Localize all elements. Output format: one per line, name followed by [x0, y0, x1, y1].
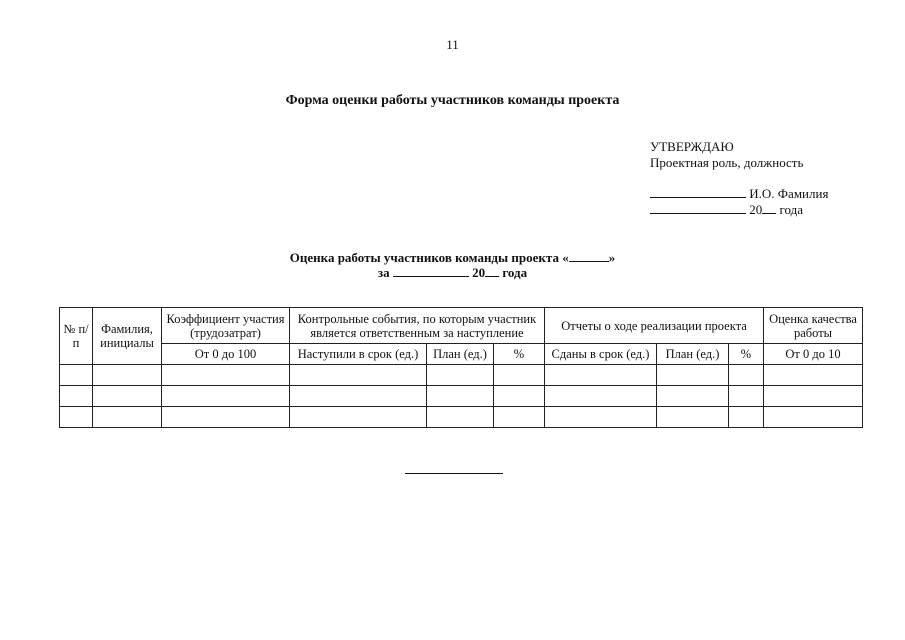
- page-number: 11: [446, 37, 459, 52]
- project-name-blank: [569, 251, 609, 262]
- subtitle-project-prefix: Оценка работы участников команды проекта «: [289, 250, 569, 265]
- table-cell[interactable]: [60, 386, 93, 407]
- signature-name: И.О. Фамилия: [749, 186, 829, 201]
- table-cell[interactable]: [729, 407, 764, 428]
- table-cell[interactable]: [657, 365, 729, 386]
- evaluation-table: [59, 307, 863, 428]
- period-blank: [393, 266, 469, 277]
- table-cell[interactable]: [162, 386, 290, 407]
- table-cell[interactable]: [764, 386, 863, 407]
- closing-rule: [405, 473, 503, 474]
- table-cell[interactable]: [657, 386, 729, 407]
- subheader-reports-plan: План (ед.): [657, 344, 729, 365]
- date-blank: [650, 203, 746, 214]
- table-cell[interactable]: [93, 365, 162, 386]
- subheader-coef-range: От 0 до 100: [162, 344, 290, 365]
- table-cell[interactable]: [729, 365, 764, 386]
- page-title: Форма оценки работы участников команды проекта: [285, 93, 620, 108]
- header-quality: Оценка качества работы: [764, 308, 863, 344]
- subheader-quality-range: От 0 до 10: [764, 344, 863, 365]
- header-name: Фамилия, инициалы: [93, 308, 162, 365]
- subtitle-project-suffix: »: [608, 250, 616, 265]
- signature-line: [650, 186, 828, 202]
- table-row: [60, 365, 863, 386]
- table-cell[interactable]: [290, 407, 427, 428]
- table-cell[interactable]: [427, 365, 494, 386]
- table-cell[interactable]: [162, 407, 290, 428]
- table-cell[interactable]: [290, 386, 427, 407]
- table-cell[interactable]: [494, 407, 545, 428]
- table-subheader-row: [60, 344, 863, 365]
- table-cell[interactable]: [162, 365, 290, 386]
- subtitle-line-2: [0, 265, 905, 280]
- table-cell[interactable]: [93, 407, 162, 428]
- table-cell[interactable]: [427, 386, 494, 407]
- subtitle-year-suffix: года: [502, 265, 528, 280]
- subheader-reports-ontime: Сданы в срок (ед.): [545, 344, 657, 365]
- header-number: № п/п: [60, 308, 93, 365]
- table-cell[interactable]: [729, 386, 764, 407]
- subheader-events-percent: %: [494, 344, 545, 365]
- table-cell[interactable]: [545, 407, 657, 428]
- table-header-row: [60, 308, 863, 344]
- approval-block: [650, 139, 828, 218]
- table-cell[interactable]: [764, 365, 863, 386]
- table-row: [60, 386, 863, 407]
- approval-heading: УТВЕРЖДАЮ: [650, 139, 734, 154]
- table-cell[interactable]: [657, 407, 729, 428]
- subheader-events-ontime: Наступили в срок (ед.): [290, 344, 427, 365]
- header-control-events: Контрольные события, по которым участник является ответственным за наступление: [290, 308, 545, 344]
- table-cell[interactable]: [93, 386, 162, 407]
- subheader-events-plan: План (ед.): [427, 344, 494, 365]
- date-year-prefix: 20: [749, 202, 763, 217]
- table-cell[interactable]: [290, 365, 427, 386]
- approval-role: Проектная роль, должность: [650, 155, 804, 170]
- subtitle-period-prefix: за: [377, 265, 390, 280]
- subtitle-line-1: [0, 250, 905, 265]
- table-cell[interactable]: [494, 386, 545, 407]
- table-cell[interactable]: [545, 386, 657, 407]
- table-cell[interactable]: [545, 365, 657, 386]
- table-cell[interactable]: [60, 365, 93, 386]
- evaluation-subtitle: [0, 250, 905, 280]
- approval-date-line: [650, 202, 828, 218]
- table-row: [60, 407, 863, 428]
- subtitle-year-prefix: 20: [472, 265, 486, 280]
- table-cell[interactable]: [764, 407, 863, 428]
- subtitle-year-blank: [485, 266, 499, 277]
- table-cell[interactable]: [60, 407, 93, 428]
- table-cell[interactable]: [494, 365, 545, 386]
- header-coefficient: Коэффициент участия (трудозатрат): [162, 308, 290, 344]
- year-blank: [762, 203, 776, 214]
- header-reports: Отчеты о ходе реализации проекта: [545, 308, 764, 344]
- date-year-suffix: года: [779, 202, 804, 217]
- signature-blank: [650, 187, 746, 198]
- table-cell[interactable]: [427, 407, 494, 428]
- subheader-reports-percent: %: [729, 344, 764, 365]
